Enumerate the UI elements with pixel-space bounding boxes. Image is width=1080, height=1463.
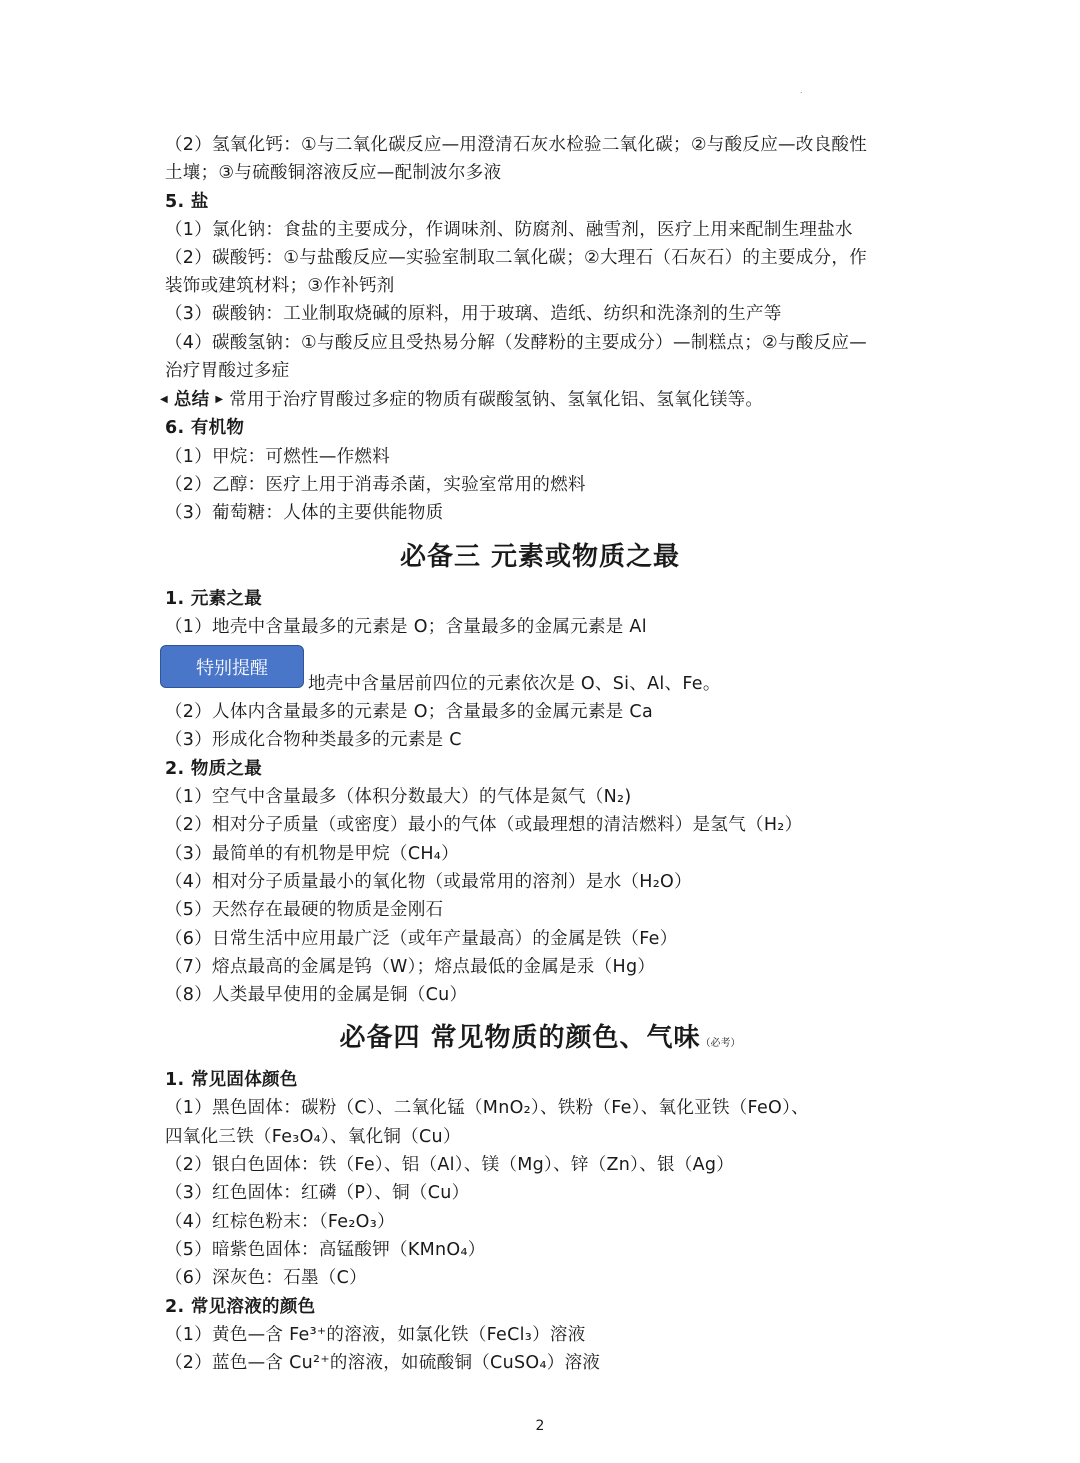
list-item: （2）银白色固体：铁（Fe）、铝（Al）、镁（Mg）、锌（Zn）、银（Ag） (165, 1155, 735, 1175)
list-item: （4）红棕色粉末：（Fe₂O₃） (165, 1212, 395, 1232)
text-line: （1）氯化钠：食盐的主要成分，作调味剂、防腐剂、融雪剂，医疗上用来配制生理盐水 (165, 220, 853, 240)
callout-text: 地壳中含量居前四位的元素依次是 O、Si、Al、Fe。 (308, 674, 721, 694)
subheading-solution-colors: 2. 常见溶液的颜色 (165, 1297, 316, 1317)
list-item: （3）红色固体：红磷（P）、铜（Cu） (165, 1183, 470, 1203)
list-item: （2）相对分子质量（或密度）最小的气体（或最理想的清洁燃料）是氢气（H₂） (165, 815, 803, 835)
section-heading-organic: 6. 有机物 (165, 418, 245, 438)
speck: . (800, 86, 803, 95)
summary-label: 总结 (173, 390, 210, 410)
text-line: （3）葡萄糖：人体的主要供能物质 (165, 503, 444, 523)
list-item: （4）相对分子质量最小的氧化物（或最常用的溶剂）是水（H₂O） (165, 872, 692, 892)
list-item: （3）最简单的有机物是甲烷（CH₄） (165, 844, 459, 864)
text-line: （2）碳酸钙：①与盐酸反应—实验室制取二氧化碳；②大理石（石灰石）的主要成分，作 (165, 248, 868, 268)
text-line: （1）地壳中含量最多的元素是 O；含量最多的金属元素是 Al (165, 617, 647, 637)
text-line: 土壤；③与硫酸铜溶液反应—配制波尔多液 (165, 163, 502, 183)
section-title-4 (0, 1021, 1080, 1061)
section-title-4-text: 必备四 常见物质的颜色、气味 (339, 1023, 701, 1053)
list-item: （5）暗紫色固体：高锰酸钾（KMnO₄） (165, 1240, 486, 1260)
section-title-3: 必备三 元素或物质之最 (399, 542, 681, 572)
list-item: （6）深灰色：石墨（C） (165, 1268, 367, 1288)
special-reminder-badge: 特别提醒 (160, 645, 304, 688)
list-item: （5）天然存在最硬的物质是金刚石 (165, 900, 444, 920)
section-heading-salt: 5. 盐 (165, 192, 209, 212)
list-item: （1）空气中含量最多（体积分数最大）的气体是氮气（N₂) (165, 787, 632, 807)
list-item: 四氧化三铁（Fe₃O₄）、氧化铜（Cu） (165, 1127, 461, 1147)
section-title-4-note: （必考） (700, 1038, 741, 1049)
text-line: （1）甲烷：可燃性—作燃料 (165, 447, 391, 467)
triangle-right-icon: ▶ (215, 394, 224, 405)
text-line: （3）碳酸钠：工业制取烧碱的原料，用于玻璃、造纸、纺织和洗涤剂的生产等 (165, 304, 782, 324)
text-line: （2）氢氧化钙：①与二氧化碳反应—用澄清石灰水检验二氧化碳；②与酸反应—改良酸性 (165, 135, 868, 155)
list-item: （1）黑色固体：碳粉（C）、二氧化锰（MnO₂）、铁粉（Fe）、氧化亚铁（FeO）、 (165, 1098, 809, 1118)
text-line: 治疗胃酸过多症 (165, 361, 290, 381)
list-item: （6）日常生活中应用最广泛（或年产量最高）的金属是铁（Fe） (165, 929, 678, 949)
text-line: （3）形成化合物种类最多的元素是 C (165, 730, 462, 750)
page-number: 2 (535, 1418, 545, 1434)
summary-line (160, 388, 763, 412)
subheading-substances: 2. 物质之最 (165, 759, 263, 779)
text-line: （2）人体内含量最多的元素是 O；含量最多的金属元素是 Ca (165, 702, 653, 722)
triangle-left-icon: ◀ (160, 394, 168, 405)
subheading-solid-colors: 1. 常见固体颜色 (165, 1070, 298, 1090)
text-line: （2）乙醇：医疗上用于消毒杀菌，实验室常用的燃料 (165, 475, 586, 495)
text-line: （4）碳酸氢钠：①与酸反应且受热易分解（发酵粉的主要成分）—制糕点；②与酸反应— (165, 333, 868, 353)
list-item: （1）黄色—含 Fe³⁺的溶液，如氯化铁（FeCl₃）溶液 (165, 1325, 586, 1345)
list-item: （8）人类最早使用的金属是铜（Cu） (165, 985, 468, 1005)
list-item: （7）熔点最高的金属是钨（W）；熔点最低的金属是汞（Hg） (165, 957, 656, 977)
text-line: 装饰或建筑材料；③作补钙剂 (165, 276, 395, 296)
list-item: （2）蓝色—含 Cu²⁺的溶液，如硫酸铜（CuSO₄）溶液 (165, 1353, 601, 1373)
summary-text: 常用于治疗胃酸过多症的物质有碳酸氢钠、氢氧化铝、氢氧化镁等。 (229, 390, 764, 410)
subheading-elements: 1. 元素之最 (165, 589, 263, 609)
